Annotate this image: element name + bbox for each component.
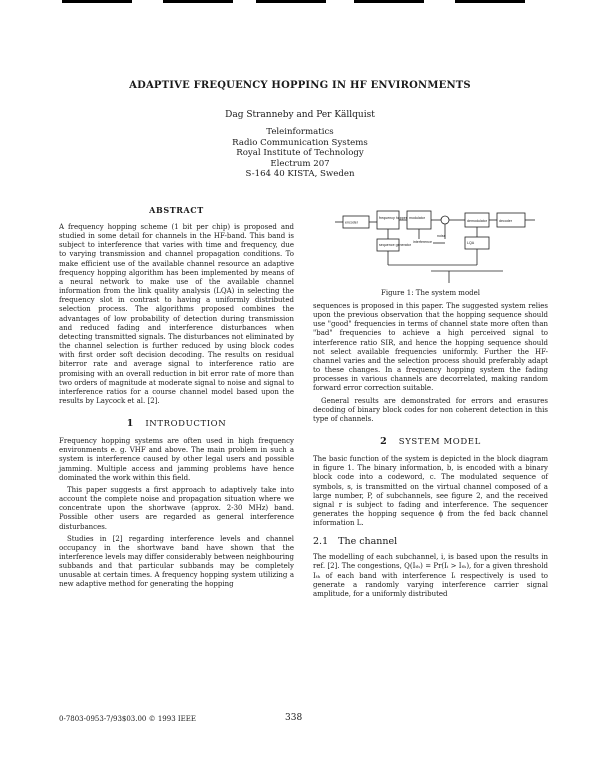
affiliation-line: Radio Communication Systems bbox=[232, 137, 368, 148]
section-label: INTRODUCTION bbox=[145, 419, 227, 430]
system-model-paragraph: The basic function of the system is depicted in the block diagram in figure 1. The binary information, b, is encoded with a binary block code into a codeword, c. The modulated sequence of symbols, s, is transmitted on the virtual channel composed of a large number, P, of subchannels, see figure 2, and the received signal r is subject to fading and interference. The sequencer generates the hopping sequence ϕ from the fed back channel information L. bbox=[313, 455, 548, 528]
section-number: 1 bbox=[126, 418, 134, 430]
block-label: LQA bbox=[467, 241, 475, 245]
section-number: 2 bbox=[380, 436, 387, 448]
intro-paragraph: Studies in [2] regarding interference levels and channel occupancy in the shortwave band have shown that the interference levels may differ considerably between neighbouring subbands and that particular subbands may be completely unusable at certain times. A frequency hopping system utilizing a new adaptive method for generating the hopping bbox=[59, 534, 294, 589]
block-label: interference bbox=[413, 240, 432, 244]
affiliation-line: Teleinformatics bbox=[266, 127, 334, 137]
body-paragraph: General results are demonstrated for errors and erasures decoding of binary block codes for non coherent detection in this type of channels. bbox=[313, 396, 548, 423]
block-box bbox=[407, 211, 431, 229]
system-model-figure bbox=[313, 205, 548, 287]
left-column bbox=[59, 205, 294, 593]
subsection-heading-channel bbox=[313, 536, 548, 547]
affiliation-line: Royal Institute of Technology bbox=[236, 148, 364, 158]
block-diagram bbox=[313, 205, 548, 287]
scan-edge-mark bbox=[354, 0, 424, 3]
author-affiliation bbox=[0, 127, 600, 180]
scan-edge-mark bbox=[163, 0, 233, 3]
section-heading-introduction bbox=[59, 418, 294, 429]
scan-edge-mark bbox=[62, 0, 132, 3]
abstract-text: A frequency hopping scheme (1 bit per chip) is proposed and studied in some detail for channels in the HF-band. This band is subject to interference that varies with time and frequency, due to varying transmission and channel propagation conditions. To make efficient use of the available channel resource an adaptive frequency hopping algorithm has been implemented by means of a neural network to make use of the available channel information from the link quality analysis (LQA) in selecting the frequency slot in contrast to having a uniformly distributed selection process. The algorithms proposed combines the advantages of low probability of detection during transmission and reduced fading and interference disturbances when detecting transmitted signals. The disturbances not eliminated by the channel selection is further reduced by using block codes with first order soft decision decoding. The results on residual biterror rate and average signal to interference ratio are promising with an overall reduction in bit error rate of more than two orders of magnitude at moderate signal to noise and signal to interference ratios for a course channel model based upon the results by Laycock et al. [2]. bbox=[59, 223, 294, 405]
copyright-line: 0-7803-0953-7/93$03.00 © 1993 IEEE bbox=[59, 715, 196, 723]
page-number: 338 bbox=[285, 713, 303, 723]
block-label: modulator bbox=[409, 216, 425, 220]
section-heading-system-model bbox=[313, 436, 548, 447]
paper-title: ADAPTIVE FREQUENCY HOPPING IN HF ENVIRONMENTS bbox=[129, 80, 471, 91]
abstract-heading: ABSTRACT bbox=[149, 205, 204, 215]
section-label: SYSTEM MODEL bbox=[398, 437, 481, 448]
block-label: sequence generator bbox=[379, 243, 411, 247]
scan-edge-mark bbox=[256, 0, 326, 3]
paper-authors: Dag Stranneby and Per Källquist bbox=[225, 110, 375, 120]
affiliation-line: S-164 40 KISTA, Sweden bbox=[245, 169, 355, 179]
intro-paragraph: This paper suggests a first approach to adaptively take into account the complete noise and propagation situation where we concentrate upon the shortwave (approx. 2-30 MHz) band. Possible other users are regarded as general interference disturbances. bbox=[59, 485, 294, 531]
scan-edge-mark bbox=[455, 0, 525, 3]
block-label: encoder bbox=[345, 220, 358, 225]
block-label: demodulator bbox=[467, 219, 487, 223]
affiliation-line: Electrum 207 bbox=[270, 158, 330, 169]
block-label: noise bbox=[437, 234, 446, 238]
intro-paragraph: Frequency hopping systems are often used in high frequency environments e. g. VHF and above. The main problem in such a system is interference caused by other legal users and possible jamming. Multiple access and jamming problems have hence dominated the work within this field. bbox=[59, 437, 294, 482]
block-label: frequency hopper bbox=[379, 216, 407, 220]
block-box bbox=[377, 211, 399, 229]
block-label: decoder bbox=[499, 219, 512, 223]
right-column bbox=[313, 205, 548, 602]
subsection-label: The channel bbox=[338, 536, 398, 548]
body-paragraph: sequences is proposed in this paper. The suggested system relies upon the previous observation that the hopping sequence should use "good" frequencies in terms of channel state more often than "bad" frequencies to achieve a high perceived signal to interference ratio SIR, and hence the hopping sequence should not select available frequencies uniformly. Further the HF-channel varies and the selection process should preferably adapt to these changes. In a frequency hopping system the fading processes in various channels are decorrelated, making random forward error correction suitable. bbox=[313, 302, 548, 393]
subsection-number: 2.1 bbox=[313, 536, 329, 548]
channel-paragraph: The modelling of each subchannel, i, is based upon the results in ref. [2]. The congestions, Q(Iₜₕ) = Pr(Iᵢ > Iₜₕ), for a given threshold Iₜₕ of each band with interference Iᵢ respectively is used to generate a randomly varying interference carrier signal amplitude, for a uniformly distributed bbox=[313, 553, 548, 598]
figure-caption: Figure 1: The system model bbox=[380, 289, 481, 297]
